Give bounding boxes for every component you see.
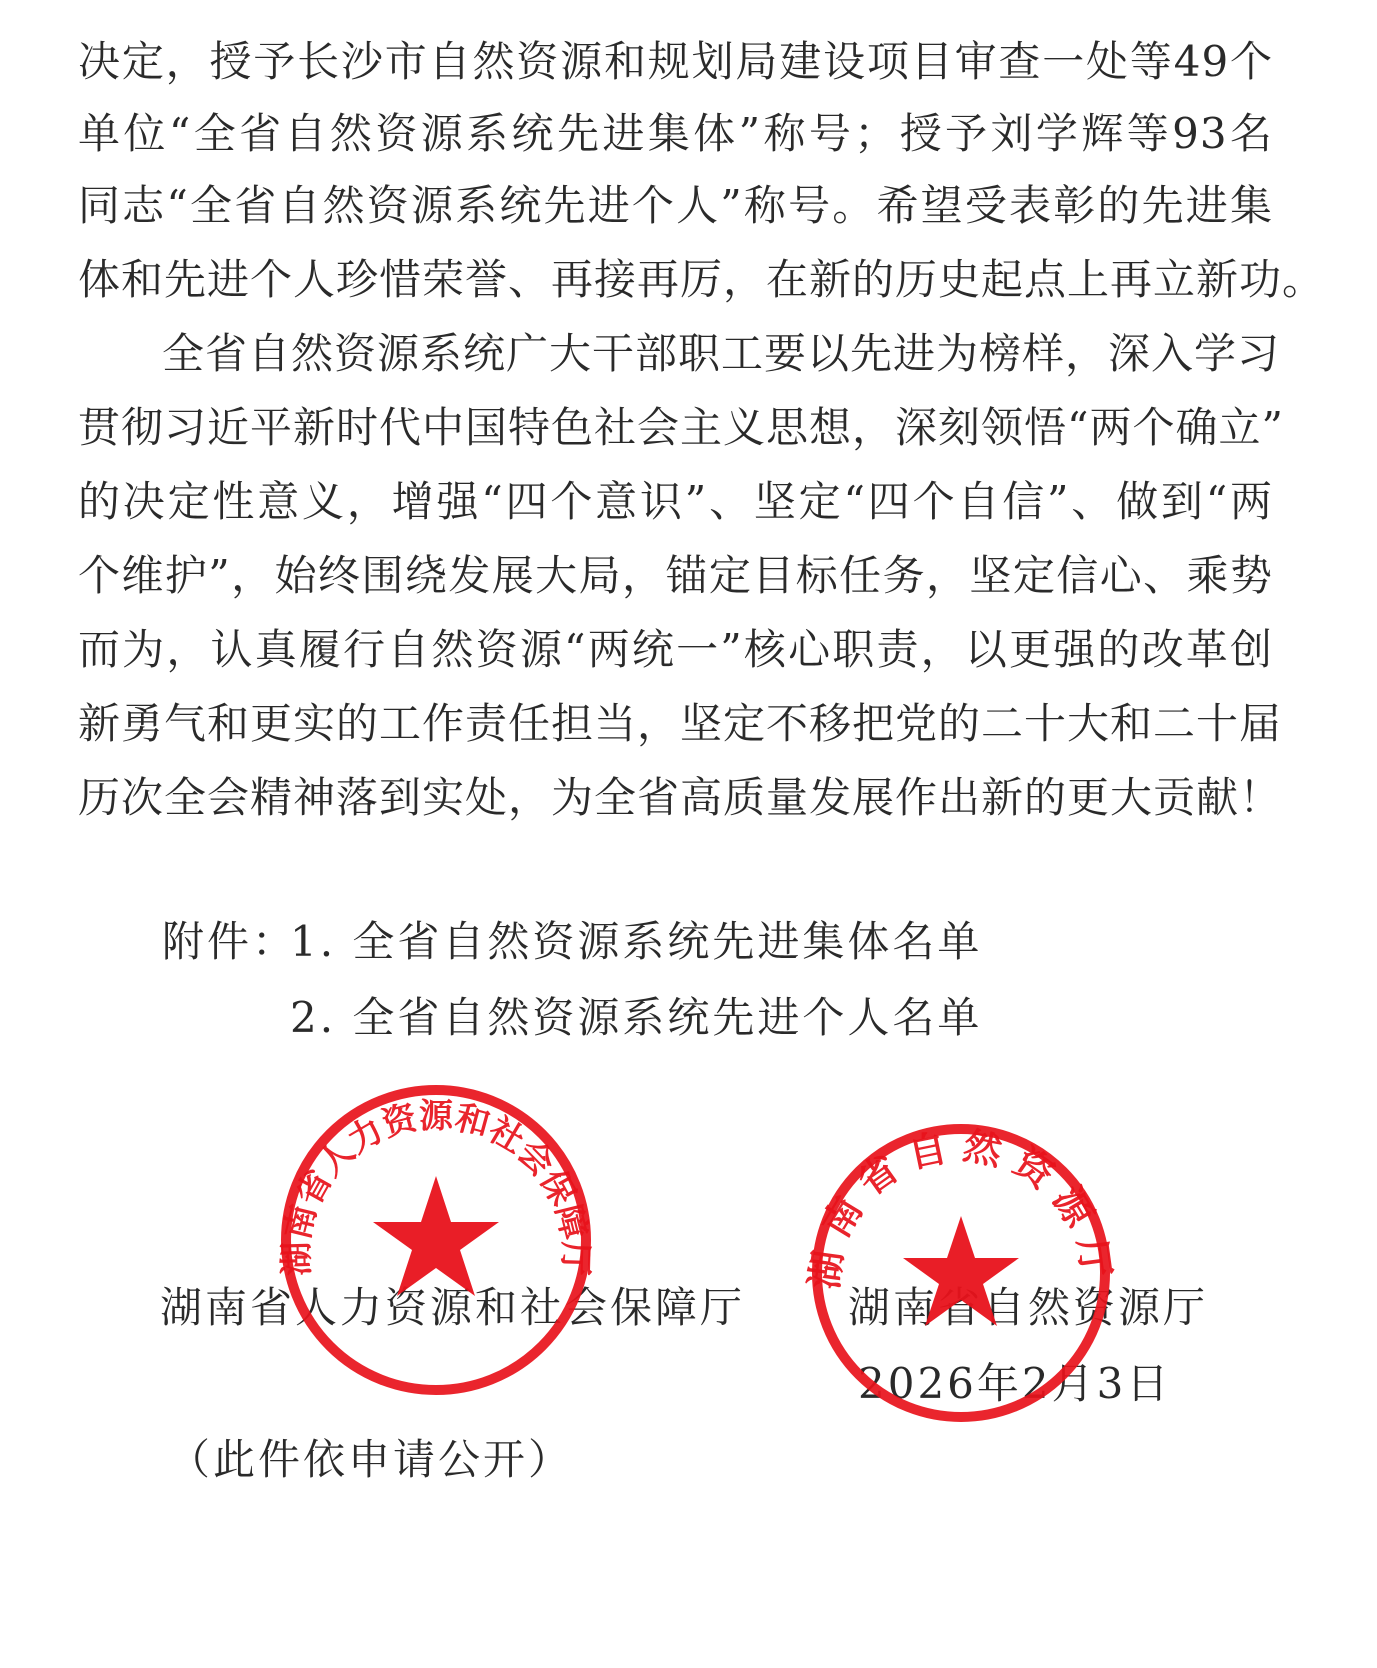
signature-date: 2026年2月3日 [858, 1359, 1172, 1408]
paragraph-2-line-3: 的决定性意义，增强“四个意识”、坚定“四个自信”、做到“两 [78, 477, 1273, 526]
left-seal-text: 湖南省人力资源和社会保障厅 [276, 1096, 596, 1277]
attachment-item-2: 2. 全省自然资源系统先进个人名单 [290, 993, 983, 1042]
paragraph-2-line-2: 贯彻习近平新时代中国特色社会主义思想，深刻领悟“两个确立” [78, 403, 1284, 452]
paragraph-2-line-7: 历次全会精神落到实处，为全省高质量发展作出新的更大贡献！ [78, 773, 1283, 822]
paragraph-1-line-3: 同志“全省自然资源系统先进个人”称号。希望受表彰的先进集 [78, 181, 1273, 230]
attachments-label: 附件： [162, 917, 298, 966]
paragraph-1-line-4: 体和先进个人珍惜荣誉、再接再厉，在新的历史起点上再立新功。 [78, 255, 1326, 304]
disclosure-note: （此件依申请公开） [168, 1435, 574, 1484]
right-seal-star-icon [903, 1216, 1019, 1326]
paragraph-2-line-1: 全省自然资源系统广大干部职工要以先进为榜样，深入学习 [162, 329, 1281, 378]
paragraph-1-line-2: 单位“全省自然资源系统先进集体”称号；授予刘学辉等93名 [78, 109, 1273, 158]
paragraph-1-line-1: 决定，授予长沙市自然资源和规划局建设项目审查一处等49个 [78, 37, 1273, 86]
right-seal-text: 湖南省自然资源厅 [802, 1123, 1120, 1292]
paragraph-2-line-4: 个维护”，始终围绕发展大局，锚定目标任务，坚定信心、乘势 [78, 551, 1273, 600]
left-seal-star-icon [373, 1176, 499, 1296]
paragraph-2-line-5: 而为，认真履行自然资源“两统一”核心职责，以更强的改革创 [78, 625, 1273, 674]
signature-right-org: 湖南省自然资源厅 [848, 1283, 1209, 1332]
attachment-item-1: 1. 全省自然资源系统先进集体名单 [290, 917, 983, 966]
left-official-seal [276, 1080, 596, 1400]
signature-left-org: 湖南省人力资源和社会保障厅 [160, 1283, 746, 1332]
right-official-seal [802, 1120, 1120, 1426]
paragraph-2-line-6: 新勇气和更实的工作责任担当，坚定不移把党的二十大和二十届 [78, 699, 1283, 748]
